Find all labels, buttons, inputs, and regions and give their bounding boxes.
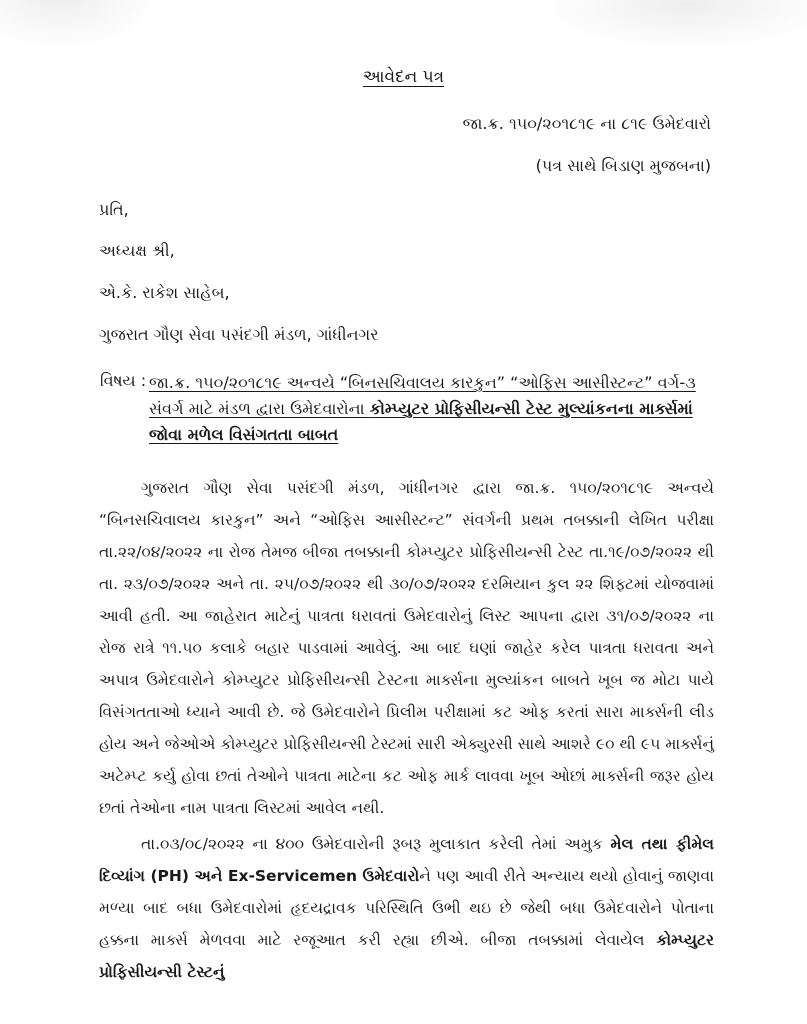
subject-text: જા.ક્ર. ૧૫૦/૨૦૧૮૧૯ અન્વયે “બિનસચિવાલય કારકુન” “ઓફિસ આસીસ્ટન્ટ” વર્ગ-૩ સંવર્ગ માટે મંડળ દ્વારા ઉમેદવારોના કોમ્પ્યુટર પ્રોફિસીયન્સી ટેસ્ટ મુલ્યાંકનના માર્ક્સમાં જોવા મળેલ વિસંગતતા બાબત	[149, 373, 696, 444]
recipient-to: પ્રતિ,	[99, 200, 129, 219]
reference-line: જા.ક્ર. ૧૫૦/૨૦૧૮૧૯ ના ૮૧૯ ઉમેદવારો	[462, 114, 711, 133]
subject-label: વિષય :	[100, 371, 147, 390]
recipient-name: એ.કે. રાકેશ સાહેબ,	[99, 283, 230, 302]
body-paragraph-2: તા.૦૩/૦૮/૨૦૨૨ ના ૪૦૦ ઉમેદવારોની રૂબરૂ મુલાકાત કરેલી તેમાં અમુક મેલ તથા ફીમેલ દિવ્યાંગ (PH) અને Ex-Servicemen ઉમેદવારોને પણ આવી રીતે અન્યાય થયો હોવાનું જાણવા મળ્યા બાદ બધા ઉમેદવારોમાં હૃદયદ્રાવક પરિસ્થિતિ ઉભી થઇ છે જેથી બધા ઉમેદવારોને પોતાના હક્કના માર્ક્સ મેળવવા માટે રજૂઆત કરી રહ્યા છીએ. બીજા તબક્કામાં લેવાયેલ કોમ્પ્યુટર પ્રોફિસીયન્સી ટેસ્ટનું	[99, 835, 714, 981]
recipient-organization: ગુજરાત ગૌણ સેવા પસંદગી મંડળ, ગાંધીનગર	[99, 325, 379, 344]
attachment-note: (પત્ર સાથે બિડાણ મુજબના)	[535, 156, 711, 175]
recipient-designation: અધ્યક્ષ શ્રી,	[99, 241, 175, 260]
body-paragraph-1: ગુજરાત ગૌણ સેવા પસંદગી મંડળ, ગાંધીનગર દ્વારા જા.ક્ર. ૧૫૦/૨૦૧૮૧૯ અન્વયે “બિનસચિવાલય કારકુન” અને “ઓફિસ આસીસ્ટન્ટ” સંવર્ગની પ્રથમ તબક્કાની લેખિત પરીક્ષા તા.૨૨/૦૪/૨૦૨૨ ના રોજ તેમજ બીજા તબક્કાની કોમ્પ્યુટર પ્રોફિસીયન્સી ટેસ્ટ તા.૧૯/૦૭/૨૦૨૨ થી તા. ૨૩/૦૭/૨૦૨૨ અને તા. ૨૫/૦૭/૨૦૨૨ થી ૩૦/૦૭/૨૦૨૨ દરમિયાન કુલ ૨૨ શિફ્ટમાં યોજવામાં આવી હતી. આ જાહેરાત માટેનું પાત્રતા ધરાવતાં ઉમેદવારોનું લિસ્ટ આપના દ્વારા ૩૧/૦૭/૨૦૨૨ ના રોજ રાત્રે ૧૧.૫૦ કલાકે બહાર પાડવામાં આવેલું. આ બાદ ઘણાં જાહેર કરેલ પાત્રતા ધરાવતા અને અપાત્ર ઉમેદવારોને કોમ્પ્યુટર પ્રોફિસીયન્સી ટેસ્ટના માર્ક્સના મુલ્યાંકન બાબતે ખૂબ જ મોટા પાયે વિસંગતતાઓ ધ્યાને આવી છે. જે ઉમેદવારોને પ્રિલીમ પરીક્ષામાં કટ ઓફ કરતાં સારા માર્ક્સની લીડ હોય અને જેઓએ કોમ્પ્યુટર પ્રોફિસીયન્સી ટેસ્ટમાં સારી એક્યુરસી સાથે આશરે ૯૦ થી ૯૫ માર્ક્સનું અટેમ્પ્ટ કર્યુ હોવા છતાં તેઓને પાત્રતા માટેના કટ ઓફ માર્ક લાવવા ખૂબ ઓછાં માર્ક્સની જરૂર હોય છતાં તેઓના નામ પાત્રતા લિસ્ટમાં આવેલ નથી.	[99, 479, 714, 817]
scan-shadow	[537, 0, 807, 50]
document-title: આવેદન પત્ર	[362, 67, 445, 87]
scan-shadow	[0, 0, 160, 50]
